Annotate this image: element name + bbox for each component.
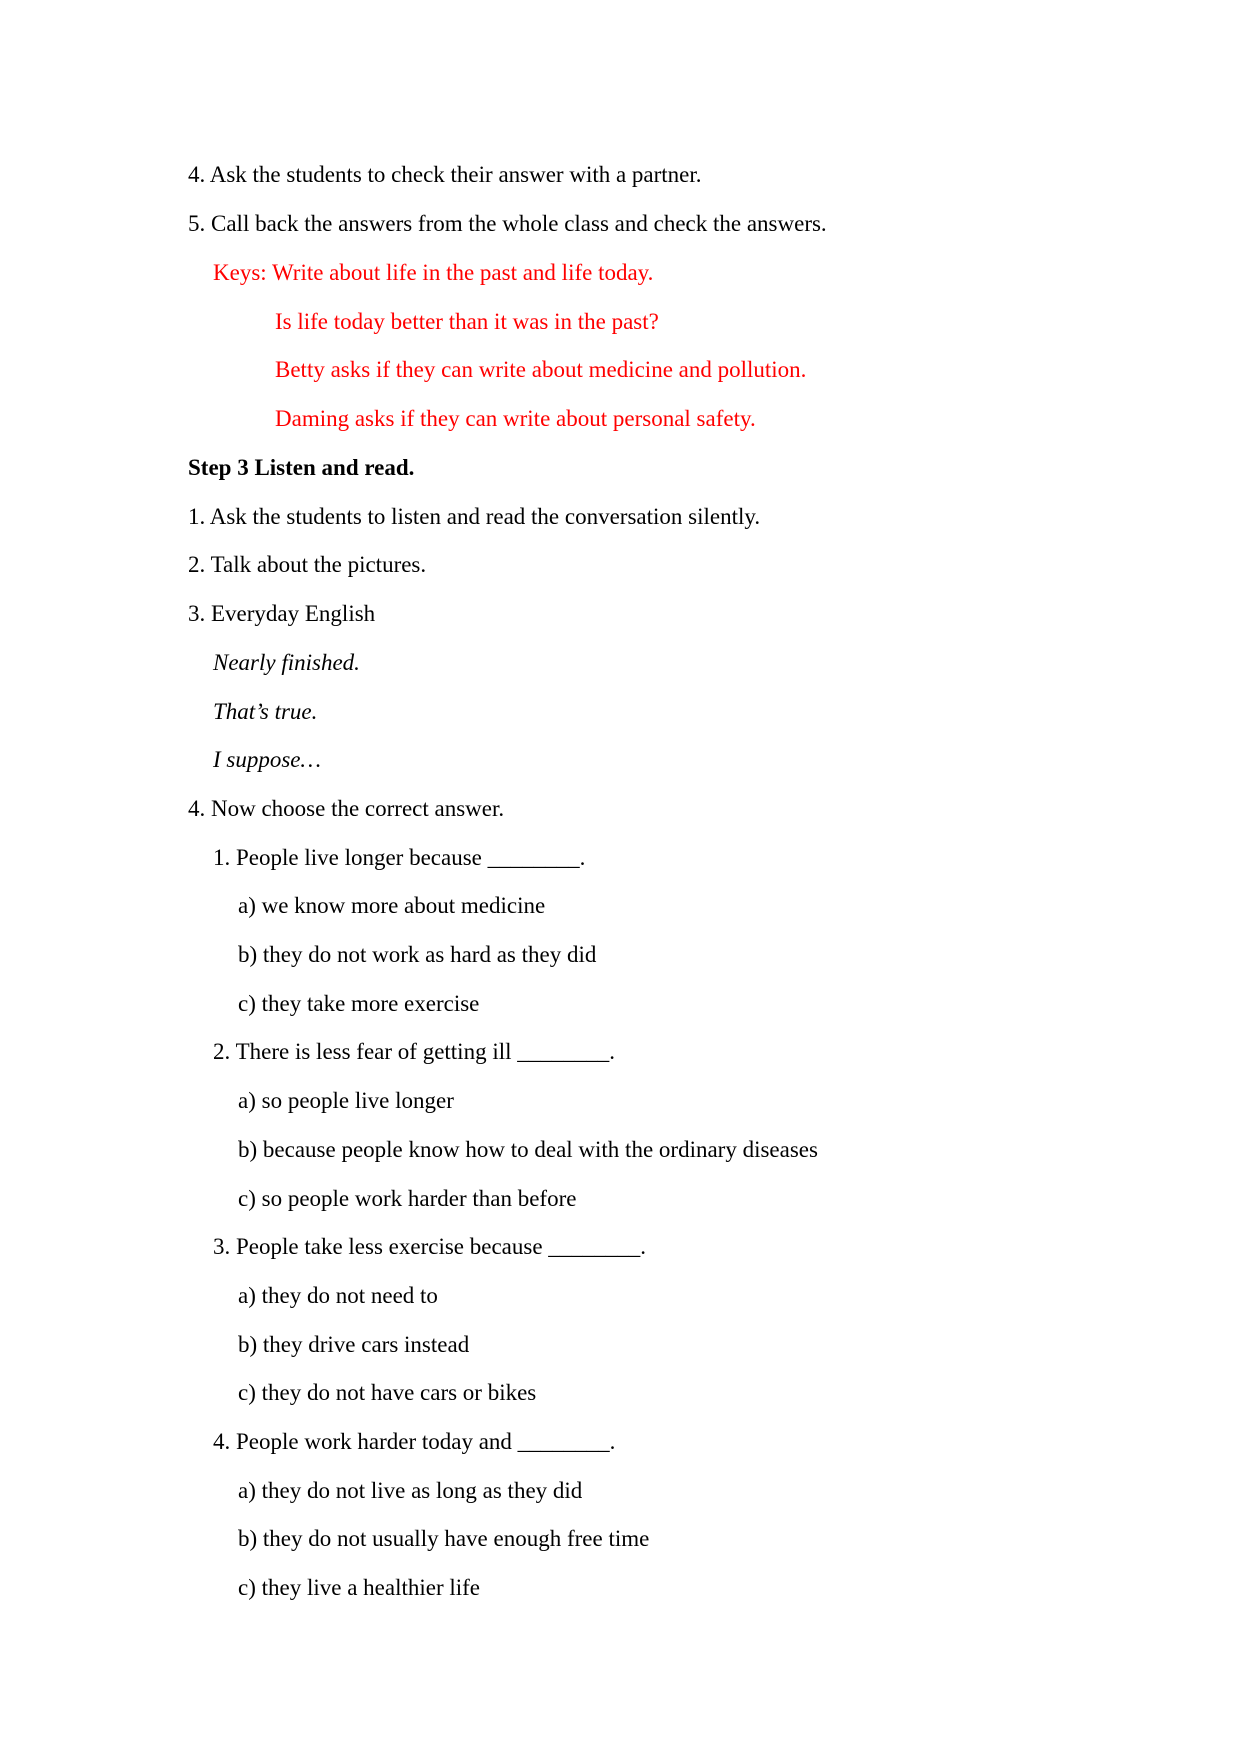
question-stem: 3. People take less exercise because ________. [213, 1234, 647, 1259]
question-option: c) they live a healthier life [238, 1575, 481, 1600]
question-option: c) they do not have cars or bikes [238, 1380, 537, 1405]
question-option: b) they do not usually have enough free time [238, 1526, 650, 1551]
question-option: a) they do not live as long as they did [238, 1478, 583, 1503]
keys-line-4: Daming asks if they can write about personal safety. [275, 406, 756, 431]
everyday-english-phrase: Nearly finished. [213, 650, 360, 675]
question-stem: 1. People live longer because ________. [213, 845, 586, 870]
question-option: a) they do not need to [238, 1283, 438, 1308]
step3-heading: Step 3 Listen and read. [188, 455, 415, 480]
step3-item-3: 3. Everyday English [188, 601, 376, 626]
question-option: c) so people work harder than before [238, 1186, 577, 1211]
step3-item-2: 2. Talk about the pictures. [188, 552, 427, 577]
everyday-english-phrase: I suppose… [213, 747, 321, 772]
everyday-english-phrase: That’s true. [213, 699, 318, 724]
question-option: b) they drive cars instead [238, 1332, 470, 1357]
question-option: b) they do not work as hard as they did [238, 942, 597, 967]
choose-instruction: 4. Now choose the correct answer. [188, 796, 505, 821]
question-option: a) we know more about medicine [238, 893, 546, 918]
keys-line-2: Is life today better than it was in the past? [275, 309, 659, 334]
procedure-step-5: 5. Call back the answers from the whole class and check the answers. [188, 211, 827, 236]
question-option: a) so people live longer [238, 1088, 454, 1113]
question-stem: 4. People work harder today and ________. [213, 1429, 616, 1454]
step3-item-1: 1. Ask the students to listen and read the conversation silently. [188, 504, 761, 529]
keys-line-3: Betty asks if they can write about medicine and pollution. [275, 357, 807, 382]
keys-line-1: Keys: Write about life in the past and life today. [213, 260, 654, 285]
question-option: b) because people know how to deal with the ordinary diseases [238, 1137, 818, 1162]
procedure-step-4: 4. Ask the students to check their answer with a partner. [188, 162, 702, 187]
question-stem: 2. There is less fear of getting ill ________. [213, 1039, 615, 1064]
question-option: c) they take more exercise [238, 991, 480, 1016]
